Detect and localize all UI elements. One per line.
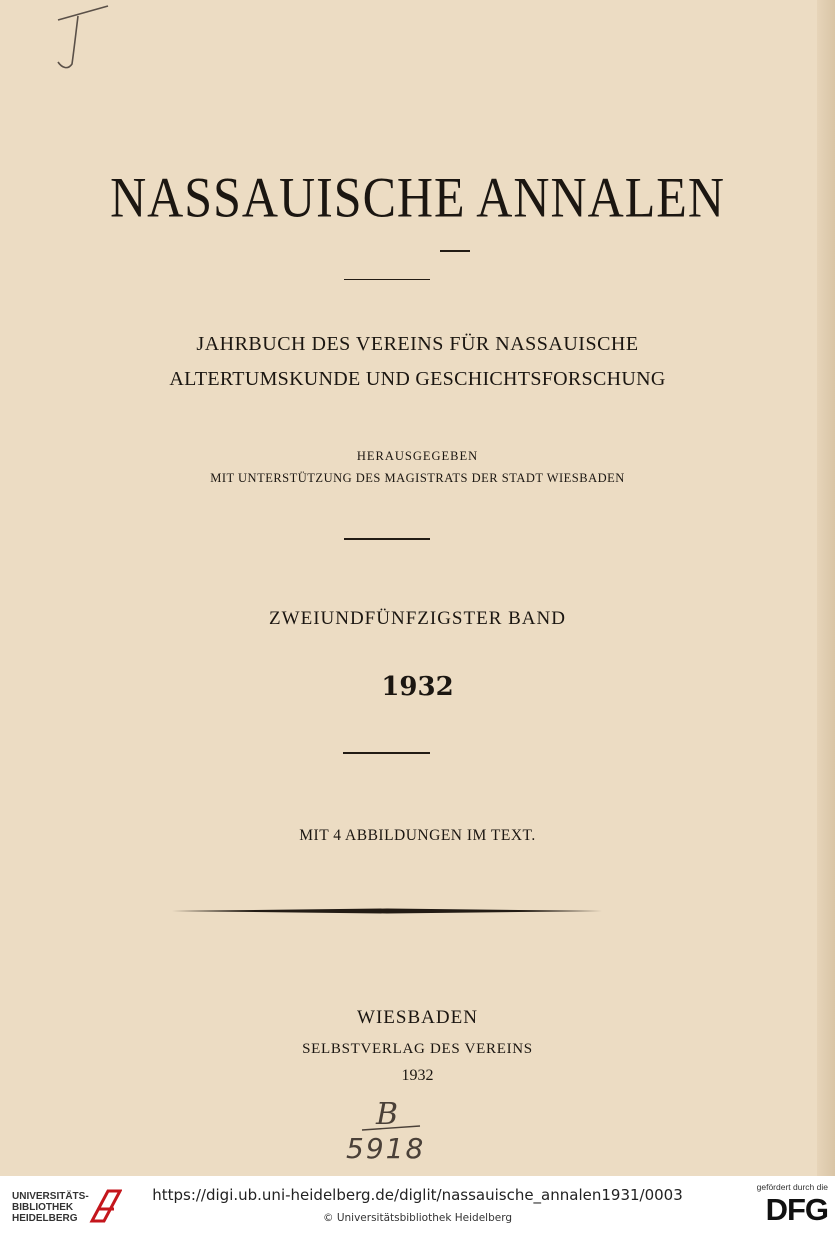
publication-year: 1932 xyxy=(401,1067,434,1084)
copyright-notice: © Universitätsbibliothek Heidelberg xyxy=(322,1212,512,1224)
rule-after-year xyxy=(343,752,430,754)
rule-after-editor xyxy=(344,538,430,540)
editor-line-1: HERAUSGEGEBEN xyxy=(356,449,479,463)
editor-line-2: MIT UNTERSTÜTZUNG DES MAGISTRATS DER STADT WIESBADEN xyxy=(210,471,625,485)
handwritten-shelfmark xyxy=(340,1090,480,1170)
shelfmark-letter: B xyxy=(376,1097,399,1132)
tapered-rule xyxy=(172,906,602,916)
handwritten-mark xyxy=(46,2,116,74)
funder-caption: gefördert durch die xyxy=(756,1182,828,1192)
publication-city: WIESBADEN xyxy=(357,1007,478,1028)
illustrations-note: MIT 4 ABBILDUNGEN IM TEXT. xyxy=(299,827,536,844)
volume-year: 1932 xyxy=(381,672,454,702)
funder-name: DFG xyxy=(765,1192,828,1227)
viewer-footer xyxy=(0,1176,835,1234)
title-flourish xyxy=(440,250,470,252)
subtitle-line-1: JAHRBUCH DES VEREINS FÜR NASSAUISCHE xyxy=(196,333,639,355)
handwritten-mark-text: J xyxy=(86,41,87,43)
shelfmark-number: 5918 xyxy=(346,1132,426,1165)
library-name: UNIVERSITÄTS- BIBLIOTHEK HEIDELBERG xyxy=(12,1191,89,1224)
dfg-logo[interactable] xyxy=(740,1180,828,1230)
permalink-url[interactable]: https://digi.ub.uni-heidelberg.de/diglit/nassauische_annalen1931/0003 xyxy=(152,1186,683,1204)
publisher-line: SELBSTVERLAG DES VEREINS xyxy=(302,1041,533,1057)
book-title: NASSAUISCHE ANNALEN xyxy=(110,164,725,230)
volume-label: ZWEIUNDFÜNFZIGSTER BAND xyxy=(269,608,566,629)
rule-after-title xyxy=(344,279,430,280)
subtitle-line-2: ALTERTUMSKUNDE UND GESCHICHTSFORSCHUNG xyxy=(169,368,666,390)
